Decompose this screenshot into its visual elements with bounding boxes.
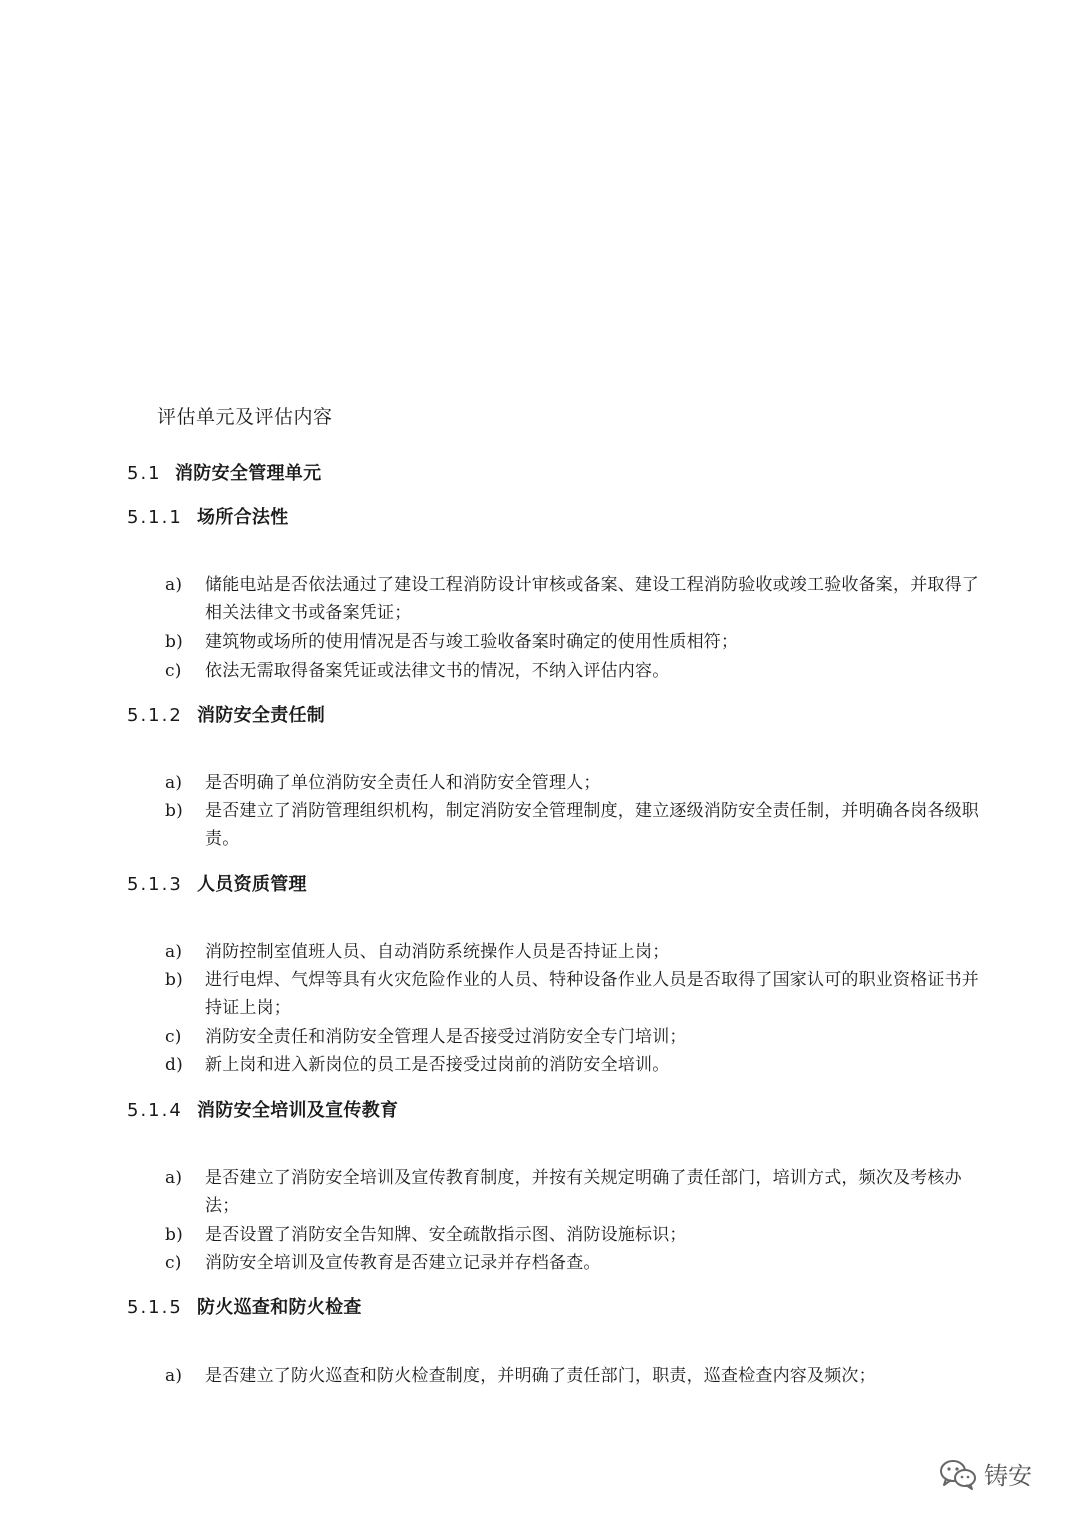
section-title: 人员资质管理	[197, 874, 307, 895]
list-letter: c)	[165, 1253, 182, 1273]
list-item	[165, 966, 985, 1022]
list-letter: c)	[165, 661, 182, 681]
section-number: 5.1	[127, 463, 162, 484]
list-letter: b)	[165, 970, 183, 990]
section-title: 消防安全培训及宣传教育	[197, 1100, 399, 1121]
chapter-title: 评估单元及评估内容	[157, 406, 333, 428]
section-title: 消防安全管理单元	[175, 463, 322, 484]
section-heading-5-1	[127, 459, 321, 485]
section-number: 5.1.2	[127, 705, 183, 726]
section-title: 防火巡查和防火检查	[197, 1297, 362, 1318]
list-item	[165, 769, 985, 797]
list-text: 建筑物或场所的使用情况是否与竣工验收备案时确定的使用性质相符；	[205, 632, 739, 652]
list-item	[165, 1362, 985, 1390]
list-text: 是否设置了消防安全告知牌、安全疏散指示图、消防设施标识；	[205, 1225, 687, 1245]
section-heading-5-1-4	[127, 1096, 398, 1122]
section-number: 5.1.1	[127, 507, 183, 528]
list-letter: a)	[165, 942, 183, 962]
list-text: 消防控制室值班人员、自动消防系统操作人员是否持证上岗；	[205, 942, 670, 962]
watermark	[938, 1456, 1032, 1491]
list-text: 新上岗和进入新岗位的员工是否接受过岗前的消防安全培训。	[205, 1055, 670, 1075]
section-number: 5.1.3	[127, 874, 183, 895]
list-item	[165, 628, 985, 656]
list-letter: a)	[165, 1366, 183, 1386]
list-item	[165, 938, 985, 966]
section-heading-5-1-1	[127, 503, 289, 529]
list-text: 储能电站是否依法通过了建设工程消防设计审核或备案、建设工程消防验收或竣工验收备案，并取得了相关法律文书或备案凭证；	[205, 575, 979, 623]
list-item	[165, 1051, 985, 1079]
list-letter: b)	[165, 632, 183, 652]
list-letter: b)	[165, 1225, 183, 1245]
list-item	[165, 797, 985, 853]
list-item	[165, 1164, 985, 1220]
list-text: 是否建立了消防安全培训及宣传教育制度，并按有关规定明确了责任部门，培训方式，频次及考核办法；	[205, 1168, 962, 1216]
wechat-icon	[938, 1457, 978, 1491]
watermark-label: 铸安	[984, 1462, 1032, 1490]
list-item	[165, 1023, 985, 1051]
list-letter: c)	[165, 1027, 182, 1047]
section-title: 消防安全责任制	[197, 705, 326, 726]
section-title: 场所合法性	[197, 507, 289, 528]
section-heading-5-1-3	[127, 870, 307, 896]
list-letter: d)	[165, 1055, 183, 1075]
list-text: 消防安全培训及宣传教育是否建立记录并存档备查。	[205, 1253, 601, 1273]
list-letter: a)	[165, 1168, 183, 1188]
list-letter: a)	[165, 575, 183, 595]
list-text: 是否建立了消防管理组织机构，制定消防安全管理制度，建立逐级消防安全责任制，并明确各岗各级职责。	[205, 801, 979, 849]
list-item	[165, 1221, 985, 1249]
list-text: 消防安全责任和消防安全管理人是否接受过消防安全专门培训；	[205, 1027, 687, 1047]
section-number: 5.1.5	[127, 1297, 183, 1318]
section-heading-5-1-5	[127, 1293, 362, 1319]
list-text: 依法无需取得备案凭证或法律文书的情况，不纳入评估内容。	[205, 661, 670, 681]
list-text: 进行电焊、气焊等具有火灾危险作业的人员、特种设备作业人员是否取得了国家认可的职业资格证书并持证上岗；	[205, 970, 979, 1018]
list-letter: a)	[165, 773, 183, 793]
section-number: 5.1.4	[127, 1100, 183, 1121]
list-item	[165, 1249, 985, 1277]
list-text: 是否建立了防火巡查和防火检查制度，并明确了责任部门，职责，巡查检查内容及频次；	[205, 1366, 876, 1386]
list-item	[165, 571, 985, 627]
list-text: 是否明确了单位消防安全责任人和消防安全管理人；	[205, 773, 601, 793]
list-item	[165, 657, 985, 685]
list-letter: b)	[165, 801, 183, 821]
section-heading-5-1-2	[127, 701, 325, 727]
